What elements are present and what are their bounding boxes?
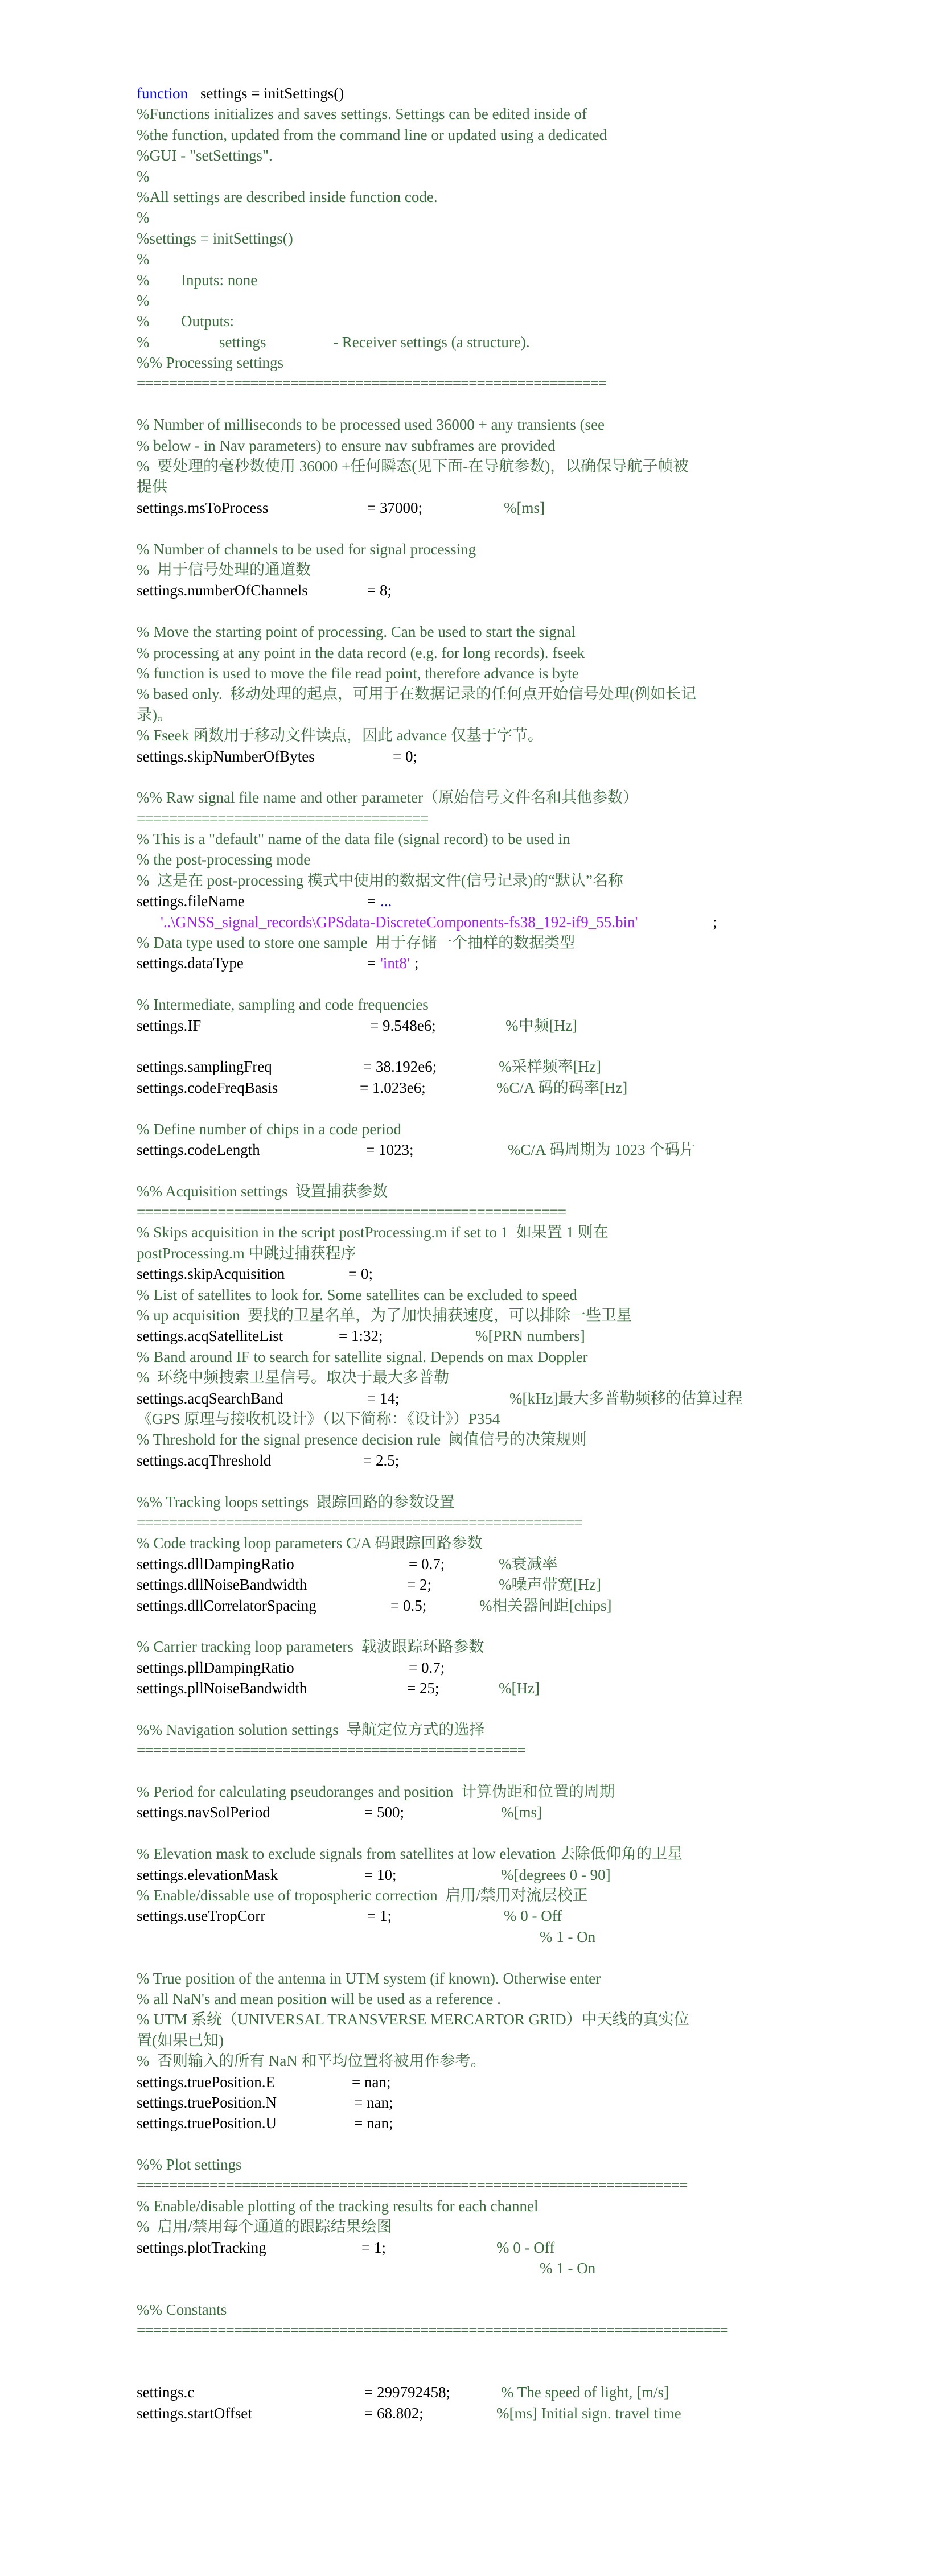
comment-text: 录)。 — [137, 706, 172, 723]
code-text: = 1023; — [366, 1141, 414, 1158]
comment-text: % Enable/dissable use of tropospheric correction 启用/禁用对流层校正 — [137, 1886, 588, 1904]
code-text: = 38.192e6; — [363, 1058, 437, 1076]
comment-text: 提供 — [137, 478, 167, 496]
comment-text: % — [137, 333, 150, 351]
code-line — [137, 1906, 808, 1926]
code-text: settings.acqSatelliteList — [137, 1327, 283, 1345]
code-line — [137, 2113, 808, 2133]
comment-text: ================================================ — [137, 1742, 525, 1759]
blank-line — [137, 1471, 808, 1491]
comment-text: % 这是在 post-processing 模式中使用的数据文件(信号记录)的“默认”名称 — [137, 871, 623, 889]
comment-text: %[ms] — [504, 499, 545, 516]
code-text: settings.codeLength — [137, 1141, 260, 1158]
code-text: settings.fileName — [137, 892, 245, 910]
comment-text: % 0 - Off — [496, 2238, 555, 2256]
comment-text: % — [137, 167, 150, 185]
comment-text: postProcessing.m 中跳过捕获程序 — [137, 1244, 356, 1262]
blank-line — [137, 394, 808, 414]
code-line — [137, 290, 808, 311]
code-line — [137, 1326, 808, 1346]
code-line — [137, 1865, 808, 1885]
code-text: = 500; — [364, 1804, 404, 1821]
code-line — [137, 2030, 808, 2051]
code-text: = 8; — [367, 582, 392, 599]
comment-text: % The speed of light, [m/s] — [501, 2384, 669, 2401]
comment-text: ==================================================================== — [137, 2176, 688, 2194]
blank-line — [137, 1036, 808, 1056]
code-text: settings.IF — [137, 1017, 202, 1034]
code-text: = 10; — [364, 1866, 397, 1883]
code-line — [137, 2154, 808, 2175]
comment-text: % 1 - On — [540, 2260, 596, 2277]
comment-text: %the function, updated from the command line or updated using a dedicated — [137, 126, 607, 143]
comment-text: %噪声带宽[Hz] — [499, 1576, 601, 1594]
code-line — [137, 1533, 808, 1553]
code-line — [137, 808, 808, 829]
code-text: settings.plotTracking — [137, 2238, 266, 2256]
code-text: = 1; — [361, 2238, 386, 2256]
comment-text: %[degrees 0 - 90] — [501, 1866, 611, 1883]
code-text: = 0; — [393, 747, 417, 765]
code-line — [137, 1678, 808, 1698]
code-text: ; — [713, 913, 717, 931]
code-text: = 2; — [407, 1576, 431, 1594]
code-line — [137, 1657, 808, 1678]
comment-text: % 1 - On — [540, 1928, 596, 1945]
code-line — [137, 1885, 808, 1906]
comment-text: % Enable/disable plotting of the tracking results for each channel — [137, 2197, 539, 2215]
comment-text: % 否则输入的所有 NaN 和平均位置将被用作参考。 — [137, 2052, 486, 2070]
code-line — [137, 1347, 808, 1367]
code-line — [137, 1492, 808, 1512]
code-text: = 2.5; — [363, 1451, 400, 1469]
code-line — [137, 2237, 808, 2258]
code-line — [137, 1595, 808, 1616]
code-text: settings.numberOfChannels — [137, 582, 308, 599]
code-text: settings.navSolPeriod — [137, 1804, 270, 1821]
code-line — [137, 1429, 808, 1450]
code-text: settings.useTropCorr — [137, 1907, 266, 1925]
comment-text: settings — [219, 333, 266, 351]
comment-text: %中频[Hz] — [505, 1017, 577, 1034]
comment-text: % Code tracking loop parameters C/A 码跟踪回路参数 — [137, 1534, 483, 1552]
comment-text: % — [137, 250, 150, 268]
code-text: settings.dataType — [137, 954, 244, 972]
blank-line — [137, 1698, 808, 1719]
comment-text: % Band around IF to search for satellite signal. Depends on max Doppler — [137, 1348, 588, 1365]
code-line — [137, 2009, 808, 2030]
string-literal: 'int8' — [380, 954, 410, 972]
code-line — [137, 435, 808, 456]
comment-text: % List of satellites to look for. Some satellites can be excluded to speed — [137, 1286, 577, 1303]
code-line — [137, 1119, 808, 1139]
code-text: = 68.802; — [364, 2404, 424, 2422]
code-line — [137, 1636, 808, 1657]
comment-text: % processing at any point in the data record (e.g. for long records). fseek — [137, 644, 585, 661]
comment-text: % all NaN's and mean position will be used as a reference . — [137, 1990, 501, 2007]
comment-text: %% Plot settings — [137, 2156, 242, 2174]
comment-text: - Receiver settings (a structure). — [333, 333, 530, 351]
code-line — [137, 207, 808, 228]
code-line — [137, 2175, 808, 2195]
code-line — [137, 332, 808, 352]
comment-text: % 启用/禁用每个通道的跟踪结果绘图 — [137, 2218, 392, 2236]
comment-text: %衰减率 — [499, 1555, 558, 1573]
code-line — [137, 953, 808, 973]
code-text: settings.truePosition.N — [137, 2093, 277, 2111]
code-line — [137, 1781, 808, 1802]
comment-text: %C/A 码的码率[Hz] — [496, 1079, 628, 1096]
comment-text: % — [137, 271, 150, 289]
comment-text: Outputs: — [181, 312, 235, 330]
comment-text: % 用于信号处理的通道数 — [137, 561, 311, 578]
code-line — [137, 2299, 808, 2320]
comment-text: %% Constants — [137, 2301, 227, 2318]
code-line — [137, 1243, 808, 1264]
comment-text: % Skips acquisition in the script postProcessing.m if set to 1 如果置 1 则在 — [137, 1224, 609, 1241]
code-line — [137, 643, 808, 663]
code-line — [137, 104, 808, 124]
code-text: settings.dllDampingRatio — [137, 1555, 294, 1573]
code-line — [137, 187, 808, 207]
code-text: settings.pllDampingRatio — [137, 1659, 294, 1676]
comment-text: %% Tracking loops settings 跟踪回路的参数设置 — [137, 1493, 455, 1511]
code-line — [137, 270, 808, 290]
comment-text: % Fseek 函数用于移动文件读点，因此 advance 仅基于字节。 — [137, 727, 543, 744]
comment-text: 置(如果已知) — [137, 2031, 224, 2049]
blank-line — [137, 2341, 808, 2361]
code-text: = — [367, 892, 376, 910]
code-text: = 299792458; — [364, 2384, 450, 2401]
blank-line — [137, 2278, 808, 2299]
comment-text: % Move the starting point of processing. Can be used to start the signal — [137, 623, 576, 641]
comment-text: %% Navigation solution settings 导航定位方式的选择 — [137, 1721, 485, 1738]
code-line — [137, 1201, 808, 1222]
code-line — [137, 2382, 808, 2402]
code-line — [137, 83, 808, 104]
code-text: = 0.5; — [390, 1596, 427, 1614]
code-line — [137, 414, 808, 435]
code-text: settings.truePosition.U — [137, 2114, 277, 2132]
code-line — [137, 559, 808, 580]
code-line — [137, 663, 808, 684]
blank-line — [137, 1616, 808, 1636]
code-line — [137, 2072, 808, 2092]
code-line — [137, 1574, 808, 1595]
code-text: settings.truePosition.E — [137, 2073, 275, 2091]
code-line — [137, 228, 808, 249]
blank-line — [137, 518, 808, 538]
code-line — [137, 1181, 808, 1201]
comment-text: ==================================== — [137, 809, 429, 827]
code-text: settings.elevationMask — [137, 1866, 278, 1883]
comment-text: % 要处理的毫秒数使用 36000 +任何瞬态(见下面-在导航参数)，以确保导航子帧被 — [137, 458, 689, 475]
comment-text: %[kHz]最大多普勒频移的估算过程 — [509, 1389, 743, 1407]
comment-text: % This is a "default" name of the data file (signal record) to be used in — [137, 830, 570, 848]
comment-text: 《GPS 原理与接收机设计》（以下简称：《设计》）P354 — [137, 1410, 500, 1427]
code-line — [137, 787, 808, 808]
comment-text: %% Processing settings — [137, 354, 283, 372]
code-line — [137, 125, 808, 145]
code-line — [137, 249, 808, 269]
comment-text: % up acquisition 要找的卫星名单，为了加快捕获速度，可以排除一些卫星 — [137, 1307, 632, 1324]
code-line — [137, 2196, 808, 2216]
code-line — [137, 373, 808, 393]
code-text: = 0.7; — [409, 1555, 445, 1573]
code-line — [137, 2051, 808, 2071]
code-text: = — [367, 954, 376, 972]
comment-text: %[ms] Initial sign. travel time — [496, 2404, 681, 2422]
code-text: settings.dllNoiseBandwidth — [137, 1576, 307, 1594]
code-line — [137, 352, 808, 373]
code-text: settings.startOffset — [137, 2404, 252, 2422]
code-text: = 37000; — [367, 499, 422, 516]
comment-text: ========================================================== — [137, 375, 607, 392]
code-line — [137, 1802, 808, 1822]
code-line — [137, 2403, 808, 2423]
code-line — [137, 539, 808, 559]
code-line — [137, 1450, 808, 1471]
code-line — [137, 166, 808, 187]
comment-text: % Data type used to store one sample 用于存储一个抽样的数据类型 — [137, 934, 576, 952]
comment-text: %[Hz] — [499, 1680, 540, 1697]
code-line — [137, 746, 808, 767]
comment-text: %GUI - "setSettings". — [137, 147, 273, 164]
blank-line — [137, 1098, 808, 1118]
comment-text: ===================================================== — [137, 1203, 566, 1221]
comment-text: %采样频率[Hz] — [499, 1058, 601, 1076]
code-text: = 1.023e6; — [360, 1079, 426, 1096]
code-line — [137, 1305, 808, 1326]
comment-text: % Number of milliseconds to be processed used 36000 + any transients (see — [137, 416, 605, 434]
blank-line — [137, 974, 808, 994]
code-line — [137, 1264, 808, 1284]
comment-text: %% Acquisition settings 设置捕获参数 — [137, 1182, 388, 1200]
comment-text: % Elevation mask to exclude signals from satellites at low elevation 去除低仰角的卫星 — [137, 1845, 683, 1863]
code-line — [137, 580, 808, 600]
code-text: = 1; — [367, 1907, 392, 1925]
code-text: = 0.7; — [409, 1659, 445, 1676]
comment-text: % 环绕中频搜索卫星信号。取决于最大多普勒 — [137, 1369, 449, 1386]
code-text: settings.pllNoiseBandwidth — [137, 1680, 307, 1697]
comment-text: ======================================================= — [137, 1513, 582, 1531]
code-line — [137, 1927, 808, 1947]
blank-line — [137, 767, 808, 787]
comment-text: Inputs: none — [181, 271, 258, 289]
comment-text: % Define number of chips in a code period — [137, 1120, 401, 1138]
code-line — [137, 1843, 808, 1864]
code-text: = 14; — [367, 1389, 400, 1407]
comment-text: % True position of the antenna in UTM system (if known). Otherwise enter — [137, 1969, 601, 1987]
code-text: = nan; — [352, 2073, 391, 2091]
comment-text: % UTM 系统（UNIVERSAL TRANSVERSE MERCARTOR GRID）中天线的真实位 — [137, 2011, 689, 2028]
code-text: settings.acqSearchBand — [137, 1389, 283, 1407]
code-line — [137, 2320, 808, 2340]
code-line — [137, 1740, 808, 1760]
code-line — [137, 1139, 808, 1160]
code-text: settings.codeFreqBasis — [137, 1079, 278, 1096]
code-line — [137, 705, 808, 725]
blank-line — [137, 1947, 808, 1968]
blank-line — [137, 2134, 808, 2154]
code-line — [137, 497, 808, 518]
comment-text: % based only. 移动处理的起点，可用于在数据记录的任何点开始信号处理(例如长记 — [137, 685, 696, 703]
code-line — [137, 932, 808, 953]
code-text: settings.skipNumberOfBytes — [137, 747, 315, 765]
code-text: = 1:32; — [339, 1327, 383, 1345]
blank-line — [137, 1160, 808, 1180]
code-text: settings.samplingFreq — [137, 1058, 272, 1076]
comment-text: %All settings are described inside function code. — [137, 188, 438, 205]
code-line — [137, 1285, 808, 1305]
code-line — [137, 2092, 808, 2113]
code-line — [137, 891, 808, 911]
comment-text: % Number of channels to be used for signal processing — [137, 540, 476, 558]
code-text: settings = initSettings() — [200, 85, 344, 102]
code-line — [137, 622, 808, 642]
code-text: settings.dllCorrelatorSpacing — [137, 1596, 316, 1614]
comment-text: ========================================================================= — [137, 2322, 728, 2339]
blank-line — [137, 601, 808, 622]
comment-text: % Carrier tracking loop parameters 载波跟踪环路参数 — [137, 1638, 484, 1656]
code-text: settings.acqThreshold — [137, 1451, 272, 1469]
code-text: = 0; — [348, 1265, 373, 1283]
code-line — [137, 1719, 808, 1740]
code-line — [137, 1015, 808, 1036]
code-text: = nan; — [354, 2093, 393, 2111]
code-line — [137, 870, 808, 891]
comment-text: % — [137, 312, 150, 330]
comment-text: % below - in Nav parameters) to ensure nav subframes are provided — [137, 437, 556, 454]
comment-text: % the post-processing mode — [137, 851, 311, 869]
code-line — [137, 1077, 808, 1098]
code-line — [137, 2216, 808, 2237]
matlab-code-document — [137, 83, 808, 2423]
code-line — [137, 2258, 808, 2278]
code-line — [137, 1554, 808, 1574]
code-text: settings.msToProcess — [137, 499, 269, 516]
blank-line — [137, 1761, 808, 1781]
code-line — [137, 1388, 808, 1409]
comment-text: %[PRN numbers] — [475, 1327, 585, 1345]
comment-text: %% Raw signal file name and other parameter（原始信号文件名和其他参数） — [137, 789, 639, 806]
code-text: settings.c — [137, 2384, 195, 2401]
comment-text: % function is used to move the file read point, therefore advance is byte — [137, 664, 579, 682]
code-line — [137, 1056, 808, 1077]
code-line — [137, 994, 808, 1015]
code-text: ; — [414, 954, 419, 972]
code-line — [137, 1989, 808, 2009]
code-line — [137, 1409, 808, 1429]
code-text: = nan; — [354, 2114, 393, 2132]
blank-line — [137, 1823, 808, 1843]
comment-text: %settings = initSettings() — [137, 229, 293, 247]
code-line — [137, 1968, 808, 1989]
comment-text: %Functions initializes and saves settings. Settings can be edited inside of — [137, 105, 587, 123]
keyword-text: function — [137, 85, 188, 102]
comment-text: %C/A 码周期为 1023 个码片 — [508, 1141, 696, 1158]
code-line — [137, 912, 808, 932]
comment-text: % — [137, 209, 150, 227]
string-literal: '..\GNSS_signal_records\GPSdata-DiscreteComponents-fs38_192-if9_55.bin' — [161, 913, 638, 931]
code-line — [137, 311, 808, 331]
code-line — [137, 725, 808, 746]
code-text: settings.skipAcquisition — [137, 1265, 285, 1283]
code-line — [137, 1512, 808, 1533]
code-line — [137, 684, 808, 704]
code-line — [137, 849, 808, 870]
comment-text: %[ms] — [501, 1804, 542, 1821]
code-line — [137, 476, 808, 497]
comment-text: %相关器间距[chips] — [479, 1596, 612, 1614]
comment-text: % Threshold for the signal presence decision rule 阈值信号的决策规则 — [137, 1431, 587, 1449]
comment-text: % 0 - Off — [504, 1907, 562, 1925]
code-line — [137, 829, 808, 849]
blank-line — [137, 2361, 808, 2382]
code-line — [137, 1222, 808, 1242]
code-text: = 9.548e6; — [370, 1017, 436, 1034]
code-line — [137, 1367, 808, 1388]
comment-text: % Period for calculating pseudoranges and position 计算伪距和位置的周期 — [137, 1783, 615, 1801]
comment-text: % Intermediate, sampling and code frequencies — [137, 996, 429, 1014]
code-line — [137, 145, 808, 166]
keyword-text: ... — [380, 892, 392, 910]
code-line — [137, 456, 808, 476]
code-text: = 25; — [407, 1680, 439, 1697]
comment-text: % — [137, 291, 150, 309]
